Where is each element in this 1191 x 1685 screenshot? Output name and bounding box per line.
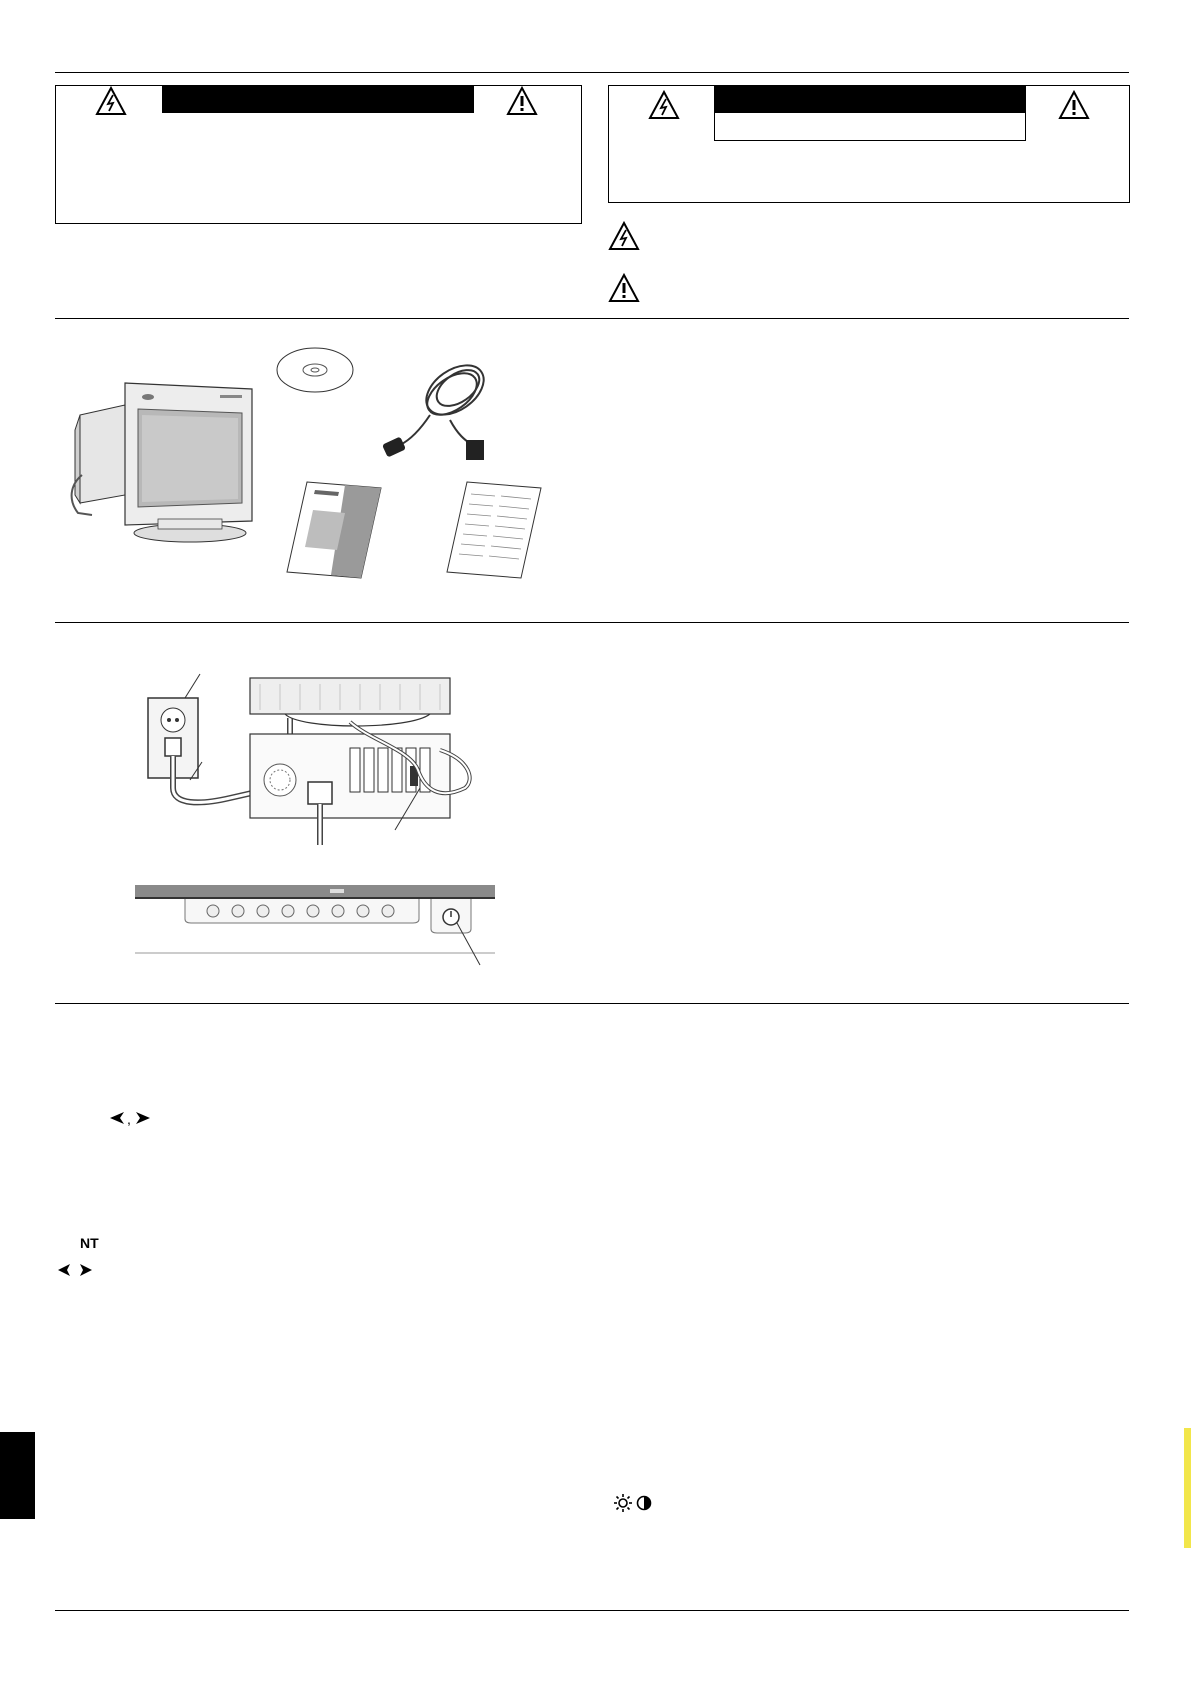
- power-cord-illustration: [380, 360, 500, 470]
- language-tab: [0, 1432, 35, 1519]
- lightning-triangle-icon: [648, 90, 680, 120]
- top-rule: [55, 72, 1129, 73]
- section-rule-contents: [55, 318, 1129, 319]
- sun-icon: [613, 1493, 633, 1513]
- exclamation-triangle-icon: [1058, 90, 1090, 120]
- section-rule-connection: [55, 622, 1129, 623]
- nt-label: NT: [80, 1235, 99, 1251]
- lightning-triangle-icon: [608, 221, 640, 251]
- half-circle-icon: [636, 1495, 652, 1511]
- user-manual-illustration: [285, 480, 385, 580]
- quick-start-sheet-illustration: [445, 480, 545, 580]
- warning-title-bar-right: [714, 85, 1026, 113]
- edge-marker: [1184, 1428, 1191, 1548]
- lightning-triangle-icon: [95, 86, 127, 116]
- exclamation-triangle-icon: [608, 273, 640, 303]
- warning-subtitle-box-right: [714, 112, 1026, 141]
- left-right-arrow-icon: [108, 1110, 152, 1126]
- cd-rom-illustration: [275, 345, 355, 395]
- section-rule-controls: [55, 1003, 1129, 1004]
- bottom-rule: [55, 1610, 1129, 1611]
- exclamation-triangle-icon: [506, 86, 538, 116]
- svg-text:,: ,: [127, 1111, 131, 1127]
- front-control-panel: [135, 885, 505, 975]
- warning-title-bar-left: [162, 85, 474, 113]
- connection-diagram: [140, 670, 500, 850]
- left-right-arrow-icon: [56, 1262, 96, 1278]
- monitor-illustration: [70, 375, 260, 545]
